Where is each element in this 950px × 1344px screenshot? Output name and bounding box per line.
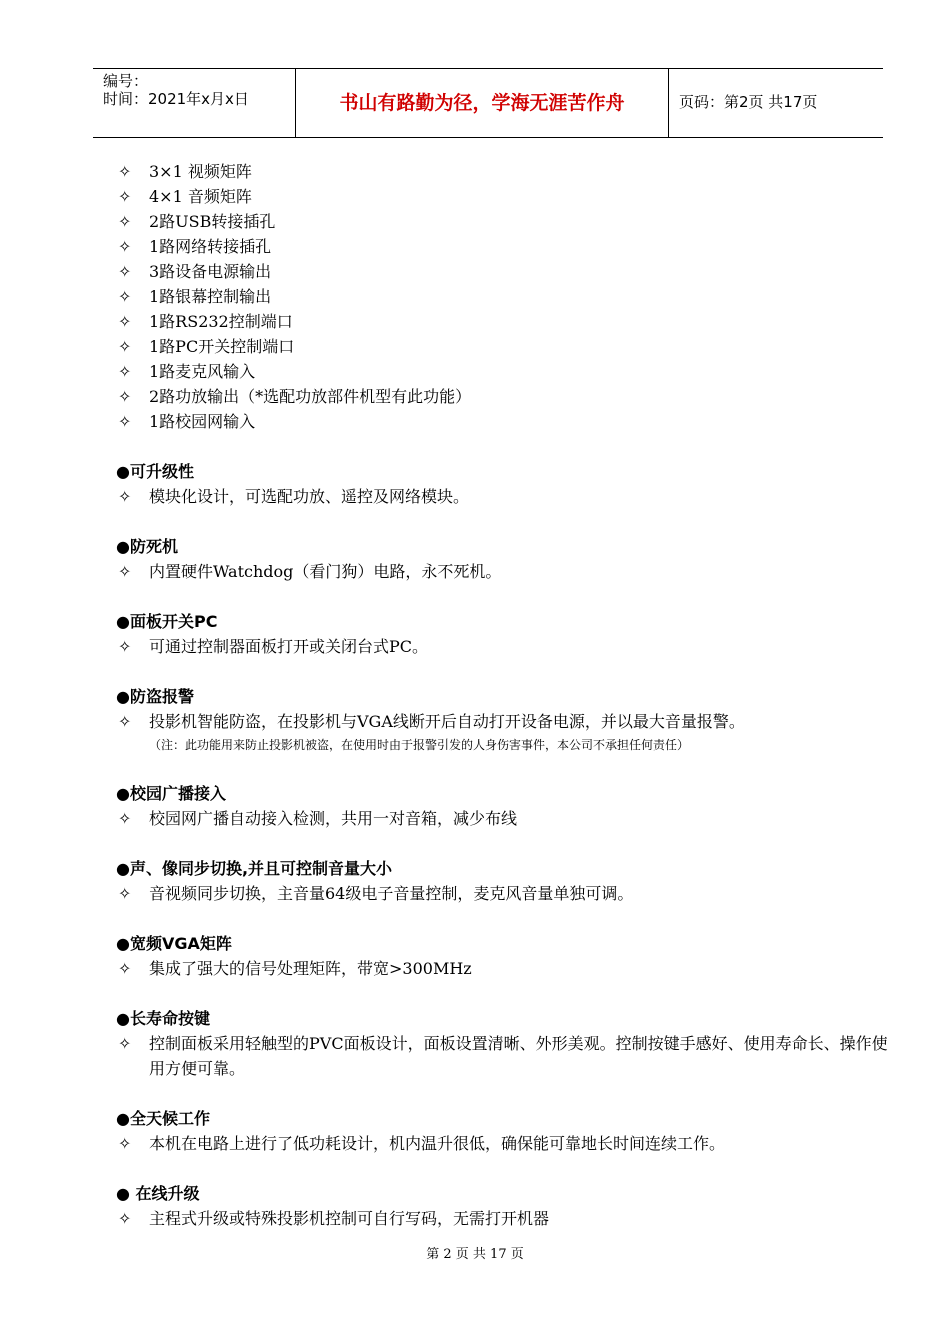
list-item	[118, 1031, 888, 1081]
list-item-text: 主程式升级或特殊投影机控制可自行写码，无需打开机器	[149, 1209, 550, 1228]
list-item-text: 3路设备电源输出	[149, 262, 272, 281]
bullet-icon: ✧	[118, 712, 132, 731]
list-item-text: 音视频同步切换，主音量64级电子音量控制，麦克风音量单独可调。	[149, 884, 634, 903]
section-heading: ●校园广播接入	[116, 784, 226, 803]
bullet-icon: ✧	[118, 809, 132, 828]
bullet-icon: ✧	[118, 412, 132, 431]
document-body	[118, 159, 888, 1231]
list-item-text: 校园网广播自动接入检测，共用一对音箱，减少布线	[149, 809, 518, 828]
bullet-icon: ✧	[118, 162, 132, 181]
list-item	[118, 384, 888, 409]
section-heading: ●声、像同步切换,并且可控制音量大小	[116, 859, 393, 878]
page-header	[93, 68, 883, 138]
list-item-text: 3×1 视频矩阵	[149, 162, 252, 181]
list-item-text: 控制面板采用轻触型的PVC面板设计，面板设置清晰、外形美观。控制按键手感好、使用寿命长、操作使用方便可靠。	[149, 1034, 888, 1078]
bullet-icon: ✧	[118, 312, 132, 331]
section-spacer	[118, 1081, 888, 1106]
section-heading: ●全天候工作	[116, 1109, 210, 1128]
list-item	[118, 709, 888, 734]
bullet-icon: ✧	[118, 884, 132, 903]
header-motto-cell	[296, 69, 669, 137]
section-spacer	[118, 434, 888, 459]
list-item	[118, 634, 888, 659]
section-heading: ●面板开关PC	[116, 612, 218, 631]
section-spacer	[118, 906, 888, 931]
section-heading: ●宽频VGA矩阵	[116, 934, 232, 953]
list-item	[118, 284, 888, 309]
list-item	[118, 234, 888, 259]
list-item	[118, 559, 888, 584]
list-item-text: 模块化设计，可选配功放、遥控及网络模块。	[149, 487, 470, 506]
section-heading: ●防盗报警	[116, 687, 194, 706]
list-item-text: 1路网络转接插孔	[149, 237, 272, 256]
document-number: 编号：	[103, 72, 149, 90]
bullet-icon: ✧	[118, 487, 132, 506]
list-item-text: 可通过控制器面板打开或关闭台式PC。	[149, 637, 429, 656]
section-note: （注：此功能用来防止投影机被盗，在使用时由于报警引发的人身伤害事件，本公司不承担任何责任）	[149, 738, 690, 752]
list-item-text: 1路麦克风输入	[149, 362, 256, 381]
list-item	[118, 409, 888, 434]
list-item-text: 内置硬件Watchdog（看门狗）电路，永不死机。	[149, 562, 502, 581]
list-item	[118, 359, 888, 384]
section-spacer	[118, 509, 888, 534]
list-item	[118, 309, 888, 334]
list-item	[118, 956, 888, 981]
list-item	[118, 209, 888, 234]
section-spacer	[118, 981, 888, 1006]
list-item-text: 1路银幕控制输出	[149, 287, 272, 306]
list-item-text: 集成了强大的信号处理矩阵，带宽>300MHz	[149, 959, 472, 978]
list-item	[118, 334, 888, 359]
section-spacer	[118, 659, 888, 684]
bullet-icon: ✧	[118, 959, 132, 978]
list-item-text: 投影机智能防盗，在投影机与VGA线断开后自动打开设备电源，并以最大音量报警。	[149, 712, 745, 731]
bullet-icon: ✧	[118, 637, 132, 656]
bullet-icon: ✧	[118, 362, 132, 381]
header-page-cell	[669, 69, 883, 137]
list-item-text: 本机在电路上进行了低功耗设计，机内温升很低，确保能可靠地长时间连续工作。	[149, 1134, 726, 1153]
list-item	[118, 184, 888, 209]
section-heading: ●防死机	[116, 537, 178, 556]
list-item	[118, 881, 888, 906]
bullet-icon: ✧	[118, 237, 132, 256]
list-item	[118, 484, 888, 509]
list-item-text: 1路校园网输入	[149, 412, 256, 431]
motto: 书山有路勤为径，学海无涯苦作舟	[339, 92, 625, 114]
section-heading: ● 在线升级	[116, 1184, 200, 1203]
bullet-icon: ✧	[118, 262, 132, 281]
section-spacer	[118, 1156, 888, 1181]
list-item	[118, 1206, 888, 1231]
list-item	[118, 159, 888, 184]
section-spacer	[118, 831, 888, 856]
bullet-icon: ✧	[118, 1034, 132, 1053]
list-item-text: 2路USB转接插孔	[149, 212, 276, 231]
bullet-icon: ✧	[118, 187, 132, 206]
list-item	[118, 1131, 888, 1156]
bullet-icon: ✧	[118, 387, 132, 406]
list-item-text: 2路功放输出（*选配功放部件机型有此功能）	[149, 387, 472, 406]
list-item-text: 1路RS232控制端口	[149, 312, 293, 331]
page-footer: 第 2 页 共 17 页	[426, 1247, 524, 1262]
bullet-icon: ✧	[118, 562, 132, 581]
list-item	[118, 806, 888, 831]
section-heading: ●可升级性	[116, 462, 194, 481]
bullet-icon: ✧	[118, 337, 132, 356]
bullet-icon: ✧	[118, 287, 132, 306]
section-spacer	[118, 756, 888, 781]
section-heading: ●长寿命按键	[116, 1009, 210, 1028]
page-number: 页码：第2页 共17页	[679, 93, 818, 111]
header-info-cell	[93, 69, 296, 137]
section-spacer	[118, 584, 888, 609]
bullet-icon: ✧	[118, 1209, 132, 1228]
list-item	[118, 259, 888, 284]
list-item-text: 1路PC开关控制端口	[149, 337, 295, 356]
list-item-text: 4×1 音频矩阵	[149, 187, 252, 206]
bullet-icon: ✧	[118, 1134, 132, 1153]
document-time: 时间：2021年x月x日	[103, 90, 249, 108]
bullet-icon: ✧	[118, 212, 132, 231]
